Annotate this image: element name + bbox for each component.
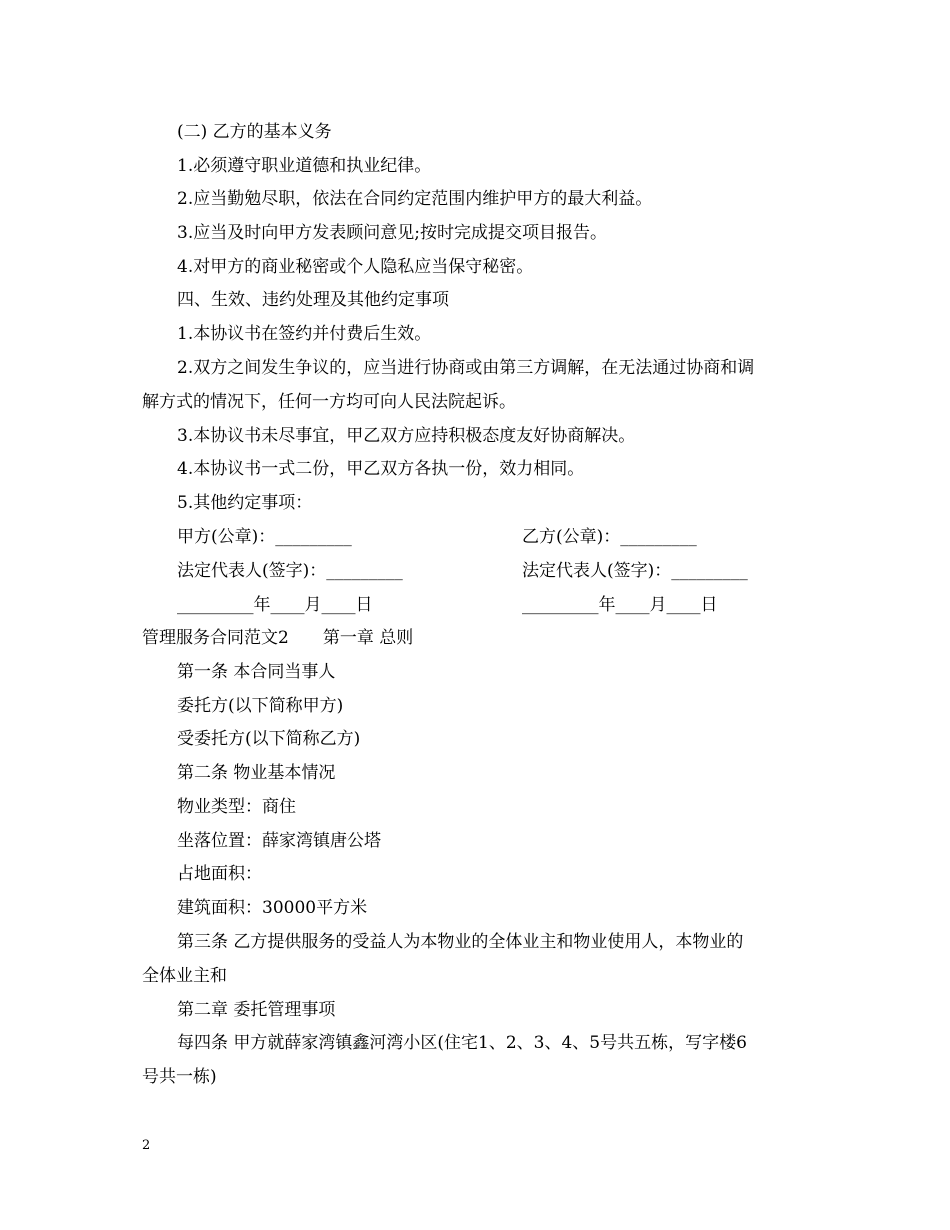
- party-b-representative-line: 法定代表人(签字)：_________: [522, 561, 748, 581]
- paragraph: 受委托方(以下简称乙方): [177, 729, 361, 749]
- paragraph: 1.必须遵守职业道德和执业纪律。: [177, 156, 432, 176]
- paragraph: 占地面积：: [177, 864, 262, 884]
- article-paragraph: 第三条 乙方提供服务的受益人为本物业的全体业主和物业使用人，本物业的: [177, 932, 744, 952]
- paragraph: 2.应当勤勉尽职，依法在合同约定范围内维护甲方的最大利益。: [177, 189, 653, 209]
- article-heading: 第一条 本合同当事人: [177, 662, 336, 682]
- paragraph: 委托方(以下简称甲方): [177, 696, 344, 716]
- paragraph: 坐落位置：薛家湾镇唐公塔: [177, 831, 381, 851]
- paragraph-continuation: 全体业主和: [142, 966, 227, 986]
- article-paragraph: 每四条 甲方就薛家湾镇鑫河湾小区(住宅1、2、3、4、5号共五栋，写字楼6: [177, 1033, 747, 1053]
- party-b-seal-line: 乙方(公章)：_________: [522, 527, 697, 547]
- chapter-heading: 第二章 委托管理事项: [177, 1000, 336, 1020]
- paragraph: 4.本协议书一式二份，甲乙双方各执一份，效力相同。: [177, 459, 585, 479]
- party-b-date-line: _________年____月____日: [522, 595, 718, 615]
- paragraph-continuation: 解方式的情况下，任何一方均可向人民法院起诉。: [142, 392, 516, 412]
- paragraph: 建筑面积：30000平方米: [177, 898, 368, 918]
- paragraph: 2.双方之间发生争议的，应当进行协商或由第三方调解，在无法通过协商和调: [177, 358, 755, 378]
- paragraph: 4.对甲方的商业秘密或个人隐私应当保守秘密。: [177, 257, 534, 277]
- section-heading: 四、生效、违约处理及其他约定事项: [177, 290, 449, 310]
- subsection-heading: (二) 乙方的基本义务: [177, 122, 332, 142]
- page-number: 2: [142, 1138, 151, 1153]
- paragraph: 3.应当及时向甲方发表顾问意见;按时完成提交项目报告。: [177, 223, 607, 243]
- paragraph: 3.本协议书未尽事宜，甲乙双方应持积极态度友好协商解决。: [177, 426, 636, 446]
- paragraph-continuation: 号共一栋): [142, 1067, 217, 1087]
- paragraph: 5.其他约定事项：: [177, 493, 313, 513]
- party-a-date-line: _________年____月____日: [177, 595, 373, 615]
- article-heading: 第二条 物业基本情况: [177, 763, 336, 783]
- paragraph: 1.本协议书在签约并付费后生效。: [177, 324, 432, 344]
- paragraph: 物业类型：商住: [177, 797, 296, 817]
- party-a-seal-line: 甲方(公章)：_________: [177, 527, 352, 547]
- party-a-representative-line: 法定代表人(签字)：_________: [177, 561, 403, 581]
- document-title: 管理服务合同范文2 第一章 总则: [142, 628, 414, 648]
